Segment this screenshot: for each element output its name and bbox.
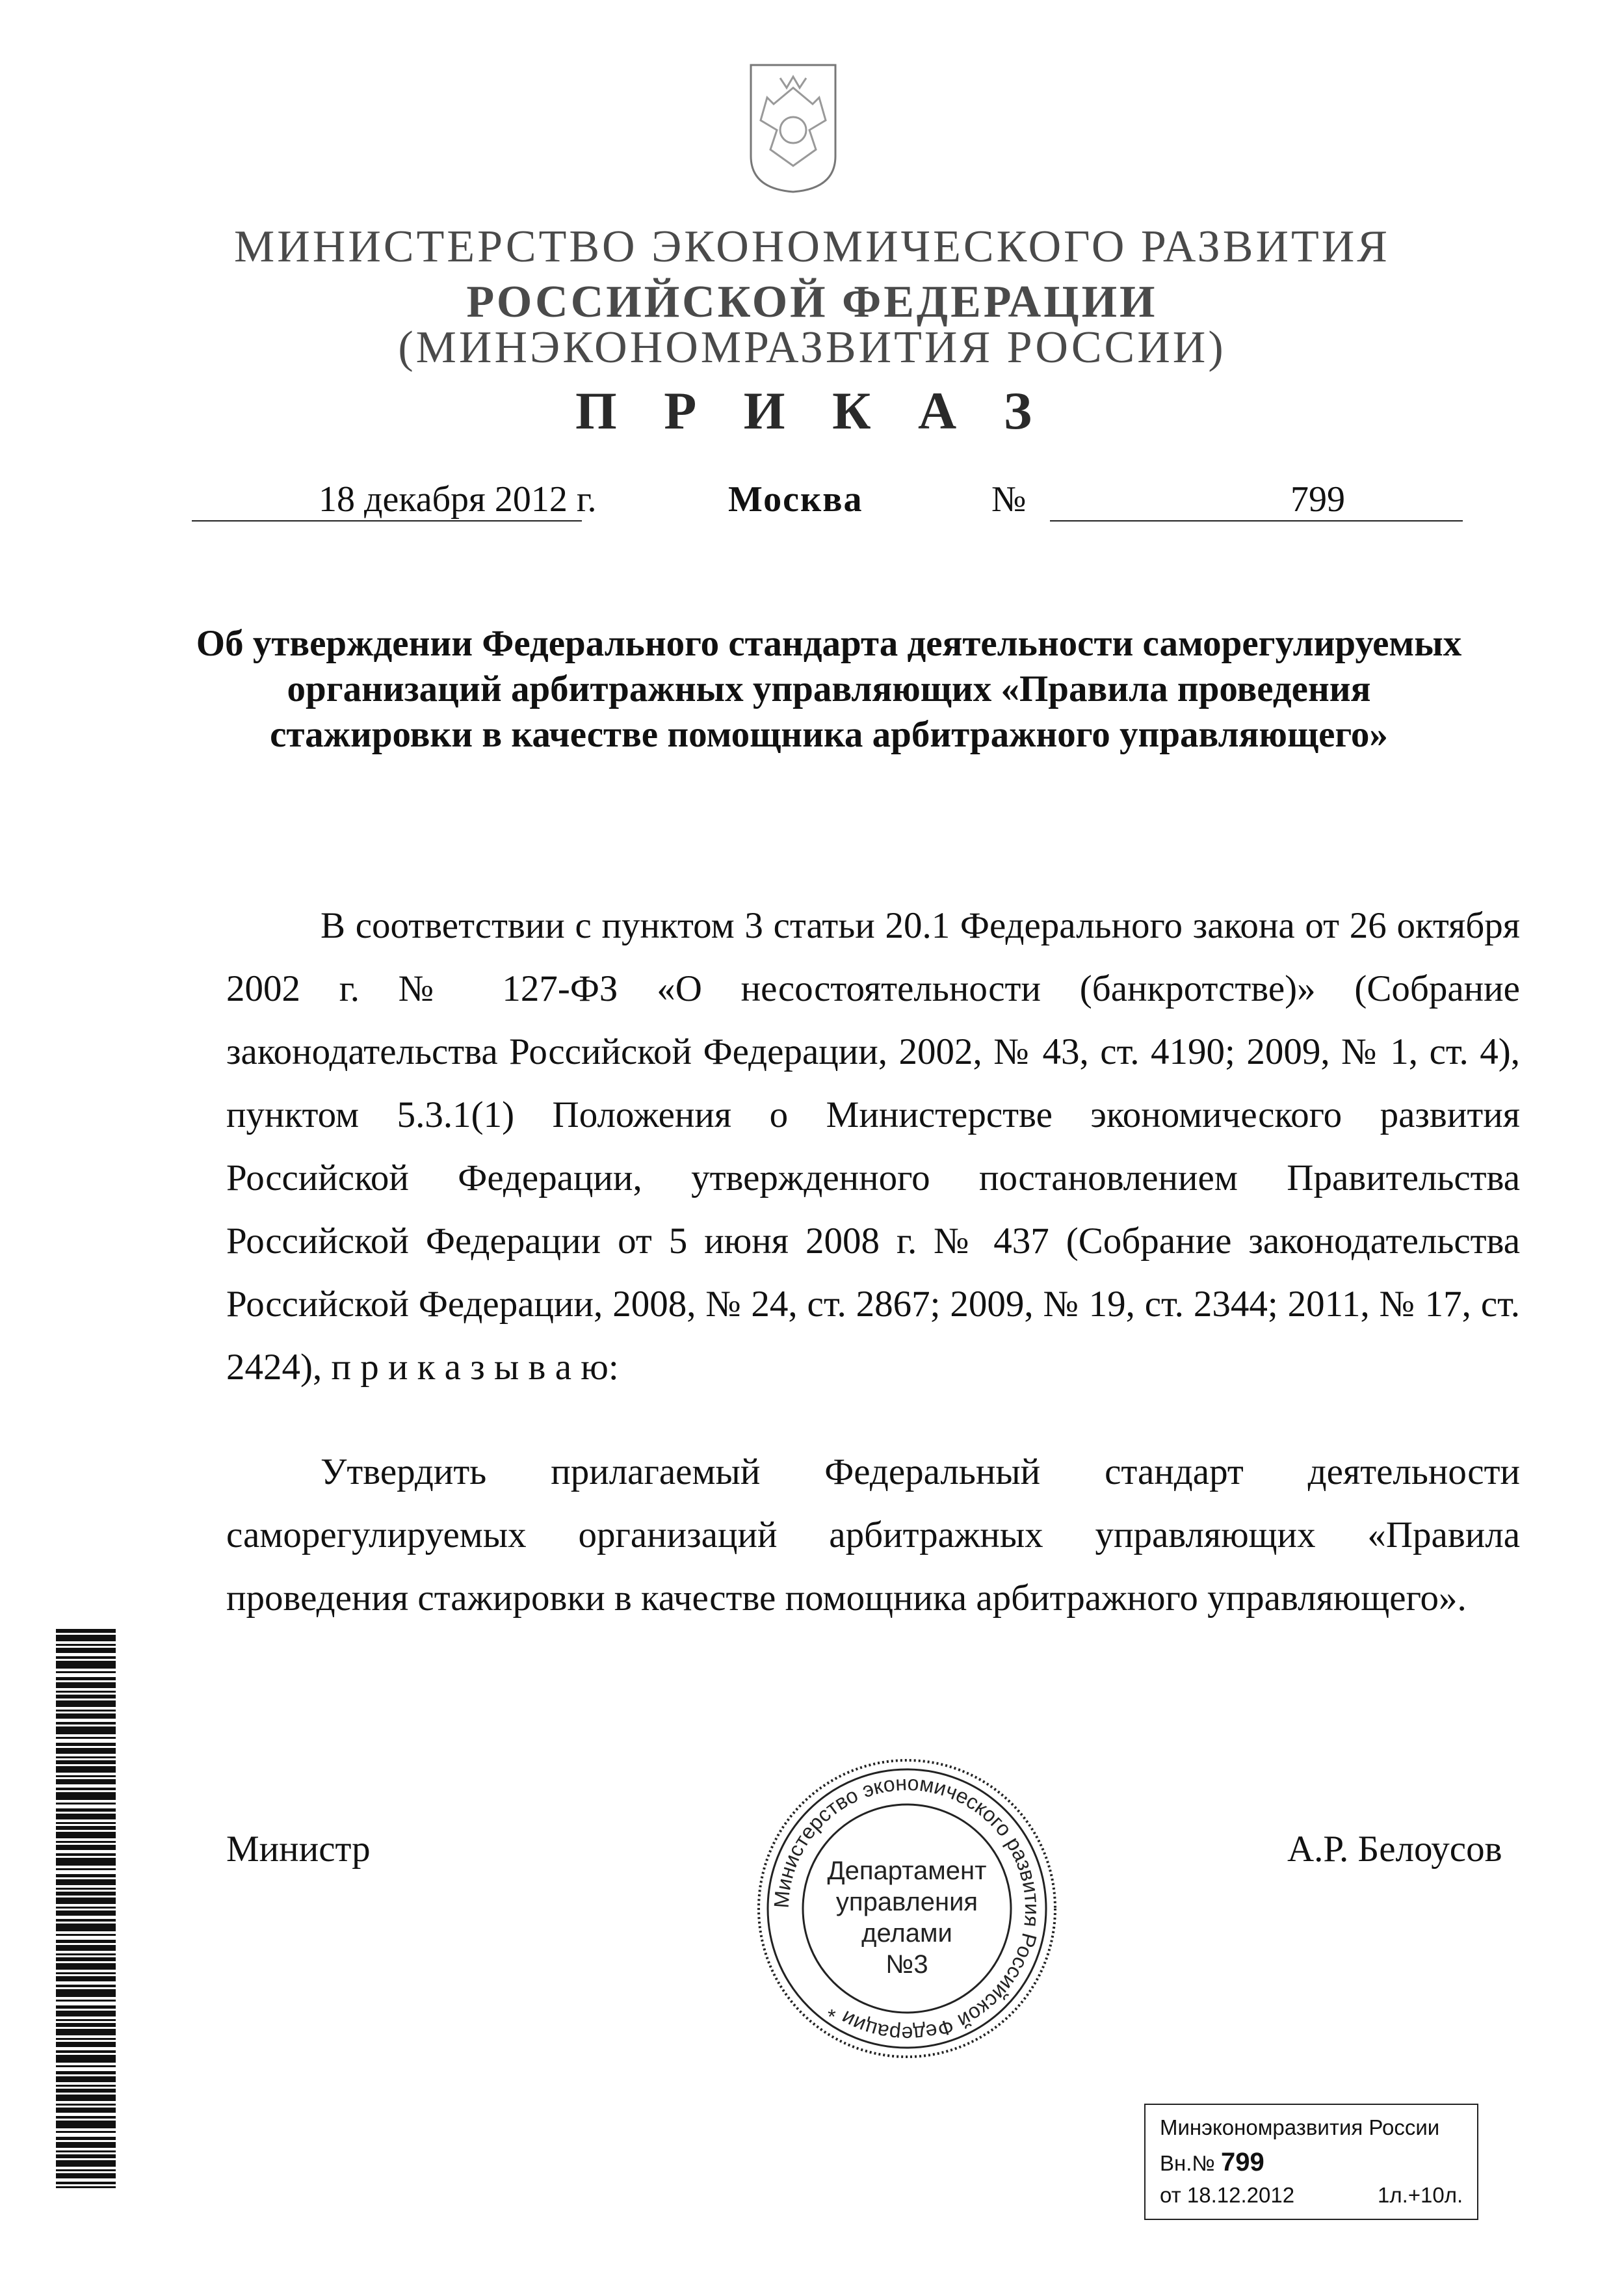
registration-sheets: 1л.+10л. <box>1378 2183 1463 2207</box>
number-sign: № <box>991 479 1027 520</box>
registration-date: от 18.12.2012 <box>1160 2183 1295 2207</box>
order-subject <box>195 621 1463 758</box>
stamp-line1: Департамент <box>827 1857 987 1885</box>
ministry-name-line2: РОССИЙСКОЙ ФЕДЕРАЦИИ <box>466 277 1158 327</box>
registration-number-row <box>1160 2148 1264 2177</box>
registration-box <box>1144 2104 1478 2220</box>
order-date: 18 декабря 2012 г. <box>319 479 597 520</box>
signatory-name: А.Р. Белоусов <box>1287 1829 1502 1870</box>
subject-line2: организаций арбитражных управляющих «Правила проведения <box>287 668 1371 709</box>
registration-number: 799 <box>1220 2148 1264 2176</box>
body-paragraph-1: В соответствии с пунктом 3 статьи 20.1 Федерального закона от 26 октября 2002 г. № 127-ФЗ «О несостоятельности (банкротстве)» (Собрание законодательства Российской Федерации, 2002, № 43, ст. 4190; 2009, № 1, ст. 4), пунктом 5.3.1(1) Положения о Министерстве экономического развития Российской Федерации, утвержденного постановлением Правительства Российской Федерации от 5 июня 2008 г. № 437 (Собрание законодательства Российской Федерации, 2008, № 24, ст. 2867; 2009, № 19, ст. 2344; 2011, № 17, ст. 2424), п р и к а з ы в а ю: <box>226 905 1520 1388</box>
official-stamp <box>748 1749 1066 2068</box>
stamp-line4: №3 <box>885 1950 928 1979</box>
body-paragraph-2: Утвердить прилагаемый Федеральный стандарт деятельности саморегулируемых организаций арбитражных управляющих «Правила проведения стажировки в качестве помощника арбитражного управляющего». <box>226 1451 1520 1619</box>
registration-date-row <box>1160 2183 1463 2208</box>
coat-of-arms-emblem <box>738 59 848 195</box>
order-number: 799 <box>1290 479 1345 520</box>
stamp-line3: делами <box>861 1919 952 1948</box>
document-type-title: П Р И К А З <box>575 381 1049 440</box>
subject-line1: Об утверждении Федерального стандарта деятельности саморегулируемых <box>196 623 1462 664</box>
registration-number-label: Вн.№ <box>1160 2151 1215 2175</box>
stamp-line2: управления <box>835 1888 978 1916</box>
ministry-abbreviation: (МИНЭКОНОМРАЗВИТИЯ РОССИИ) <box>398 323 1226 373</box>
barcode <box>56 1629 116 2188</box>
subject-line3: стажировки в качестве помощника арбитражного управляющего» <box>270 714 1388 755</box>
ministry-name-line1: МИНИСТЕРСТВО ЭКОНОМИЧЕСКОГО РАЗВИТИЯ <box>234 222 1390 272</box>
stamp-ring-text: Министерство экономического развития Российской Федерации * <box>769 1771 1045 2046</box>
date-underline <box>192 520 582 522</box>
number-underline <box>1050 520 1463 522</box>
order-city: Москва <box>728 479 863 520</box>
signatory-position: Министр <box>226 1829 371 1870</box>
registration-org: Минэкономразвития России <box>1160 2115 1440 2139</box>
